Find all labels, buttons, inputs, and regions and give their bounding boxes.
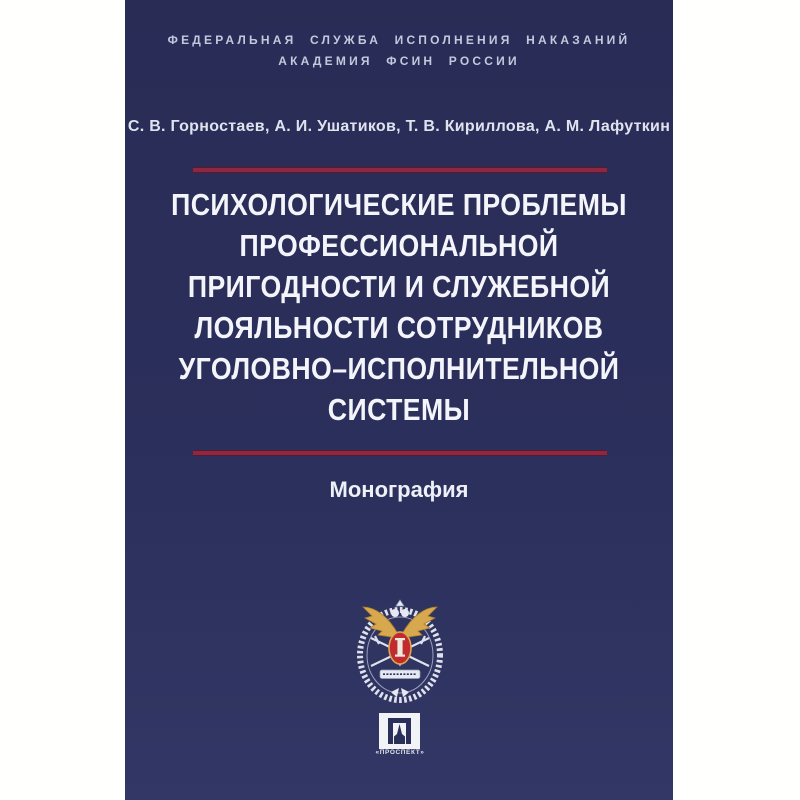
title-rule-top [193,167,607,173]
title-line: УГОЛОВНО–ИСПОЛНИТЕЛЬНОЙ [178,351,620,386]
subtitle-monograph: Монография [329,477,469,502]
institution-line-2: АКАДЕМИЯ ФСИН РОССИИ [278,54,520,68]
institution-header [125,30,673,72]
prospekt-logo-icon [379,713,420,749]
title-line: ПСИХОЛОГИЧЕСКИЕ ПРОБЛЕМЫ [171,187,627,222]
title-line: ПРОФЕССИОНАЛЬНОЙ [239,228,559,263]
book-front-cover [125,0,673,800]
institution-line-1: ФЕДЕРАЛЬНАЯ СЛУЖБА ИСПОЛНЕНИЯ НАКАЗАНИЙ [167,33,631,47]
fsin-academy-emblem-icon [355,596,445,703]
publisher-name: «ПРОСПЕКТ» [375,749,425,756]
title-line: ЛОЯЛЬНОСТИ СОТРУДНИКОВ [194,310,604,345]
title-line: СИСТЕМЫ [327,392,471,427]
title-rule-bottom [193,450,607,456]
authors-line: С. В. Горностаев, А. И. Ушатиков, Т. В. Кириллова, А. М. Лафуткин [127,118,671,135]
title-line: ПРИГОДНОСТИ И СЛУЖЕБНОЙ [187,269,611,304]
book-title [163,184,634,430]
